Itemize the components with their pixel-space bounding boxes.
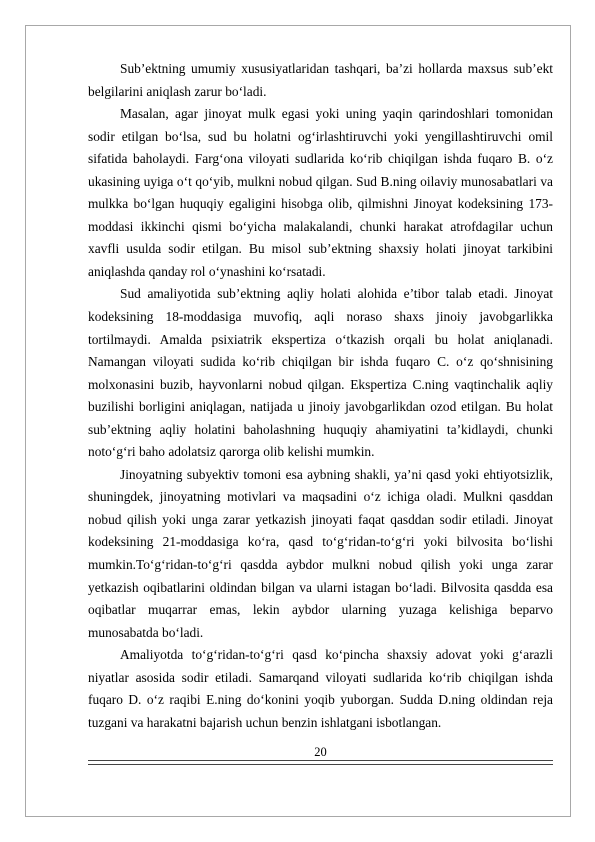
footer-rule-bottom [88, 764, 553, 765]
paragraph: Sud amaliyotida sub’ektning aqliy holati alohida e’tibor talab etadi. Jinoyat kodeksining 18-moddasiga muvofiq, aqli noraso shaxs jinoiy javobgarlikka tortilmaydi. Amalda psixiatrik ekspertiza o‘tkazish orqali bu holat aniqlanadi. Namangan viloyati sudida ko‘rib chiqilgan bir ishda fuqaro C. o‘z qo‘shnisining molxonasini buzib, hayvonlarni nobud qilgan. Ekspertiza C.ning vaqtinchalik aqliy buzilishi borligini aniqlagan, natijada u jinoiy javobgarlikdan ozod etilgan. Bu holat sub’ektning aqliy holatini baholashning huquqiy ahamiyatini ta’kidlaydi, chunki noto‘g‘ri baho adolatsiz qarorga olib kelishi mumkin. [88, 286, 553, 460]
paragraph: Amaliyotda to‘g‘ridan-to‘g‘ri qasd ko‘pincha shaxsiy adovat yoki g‘arazli niyatlar asosida sodir etiladi. Samarqand viloyati sudlarida ko‘rib chiqilgan ishda fuqaro D. o‘z raqibi E.ning do‘konini yoqib yuborgan. Sudda D.ning oldindan reja tuzgani va harakatni bajarish uchun benzin ishlatgani isbotlangan. [88, 647, 553, 730]
page-number: 20 [314, 745, 327, 759]
document-body [88, 58, 553, 734]
paragraph: Masalan, agar jinoyat mulk egasi yoki uning yaqin qarindoshlari tomonidan sodir etilgan bo‘lsa, sud bu holatni og‘irlashtiruvchi yoki yengillashtiruvchi omil sifatida baholaydi. Farg‘ona viloyati sudlarida ko‘rib chiqilgan ishda fuqaro B. o‘z ukasining uyiga o‘t qo‘yib, mulkni nobud qilgan. Sud B.ning oilaviy munosabatlari va mulkka bo‘lgan huquqiy egaligini hisobga olib, qilmishni Jinoyat kodeksining 173-moddasi ikkinchi qismi bo‘yicha malakalandi, chunki harakat atrofdagilar uchun xavfli usulda sodir etilgan. Bu misol sub’ektning shaxsiy holati jinoyat tarkibini aniqlashda qanday rol o‘ynashini ko‘rsatadi. [88, 106, 553, 279]
paragraph: Jinoyatning subyektiv tomoni esa aybning shakli, ya’ni qasd yoki ehtiyotsizlik, shuningdek, jinoyatning motivlari va maqsadini o‘z ichiga oladi. Mulkni qasddan nobud qilish yoki unga zarar yetkazish jinoyati faqat qasddan sodir etiladi. Jinoyat kodeksining 21-moddasiga ko‘ra, qasd to‘g‘ridan-to‘g‘ri yoki bilvosita bo‘lishi mumkin.To‘g‘ridan-to‘g‘ri qasdda aybdor mulkni nobud qilish yoki unga zarar yetkazish oqibatlarini oldindan bilgan va ularni istagan bo‘ladi. Bilvosita qasdda esa oqibatlar muqarrar emas, lekin aybdor ularning yuzaga kelishiga beparvo munosabatda bo‘ladi. [88, 466, 553, 640]
footer-rule [88, 760, 553, 761]
paragraph: Sub’ektning umumiy xususiyatlaridan tashqari, ba’zi hollarda maxsus sub’ekt belgilarini aniqlash zarur bo‘ladi. [88, 61, 553, 99]
